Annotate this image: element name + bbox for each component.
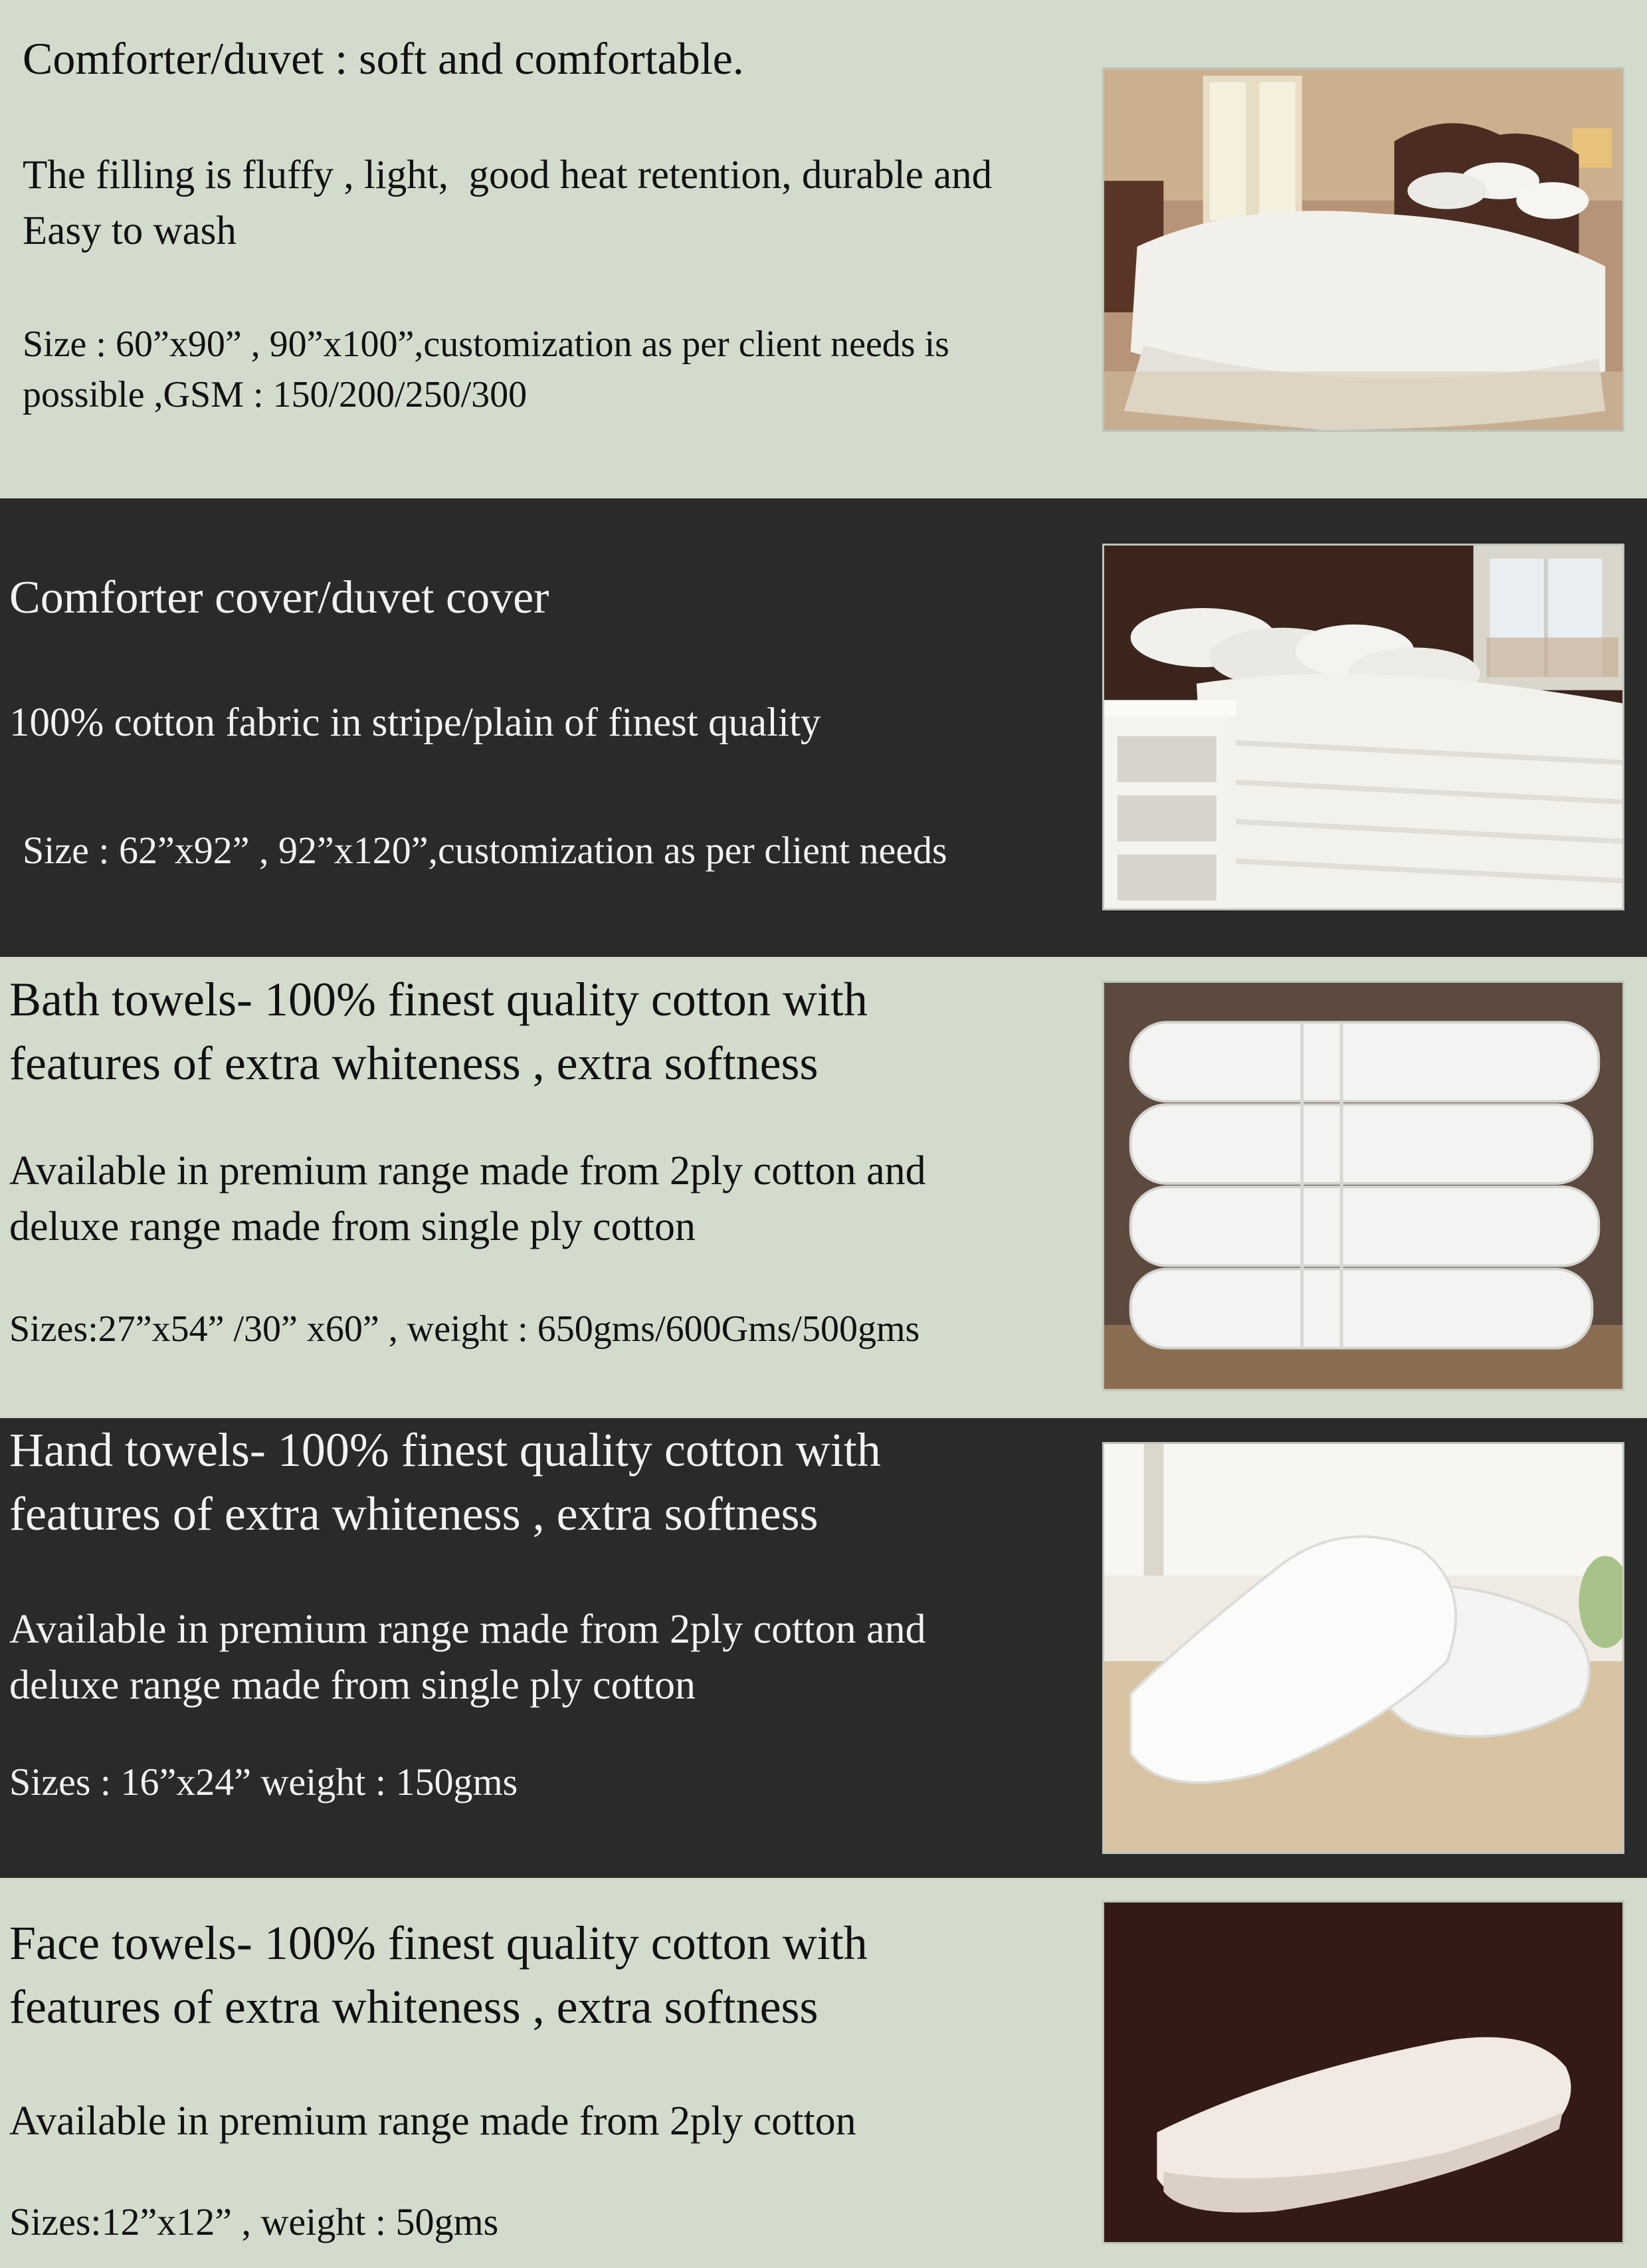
rolled-hand-towels-photo [1102,1442,1624,1854]
section-title: Comforter cover/duvet cover [9,572,549,623]
section-description: The filling is fluffy , light, good heat retention, durable and Easy to wash [23,153,993,253]
section-face-towels [0,1878,1647,2268]
section-bath-towels [0,957,1647,1418]
section-description: Available in premium range made from 2ply cotton [9,2099,856,2144]
section-title: Face towels- 100% finest quality cotton with features of extra whiteness , extra softness [9,1916,868,2033]
section-description: Available in premium range made from 2ply cotton and deluxe range made from single ply cotton [9,1148,926,1249]
section-size: Size : 62”x92” , 92”x120”,customization as per client needs [23,829,947,872]
section-size: Sizes:12”x12” , weight : 50gms [9,2200,499,2243]
section-duvet-cover [0,498,1647,957]
duvet-cover-bedroom-photo [1102,544,1624,910]
folded-face-towel-photo [1102,1901,1624,2244]
section-size: Sizes:27”x54” /30” x60” , weight : 650gms/600Gms/500gms [9,1308,920,1350]
duvet-bedroom-photo [1102,67,1624,432]
stacked-bath-towels-photo [1102,981,1624,1391]
section-size: Sizes : 16”x24” weight : 150gms [9,1760,518,1804]
section-title: Comforter/duvet : soft and comfortable. [23,33,744,84]
section-comforter-duvet [0,0,1647,498]
section-hand-towels [0,1418,1647,1878]
section-description: Available in premium range made from 2ply cotton and deluxe range made from single ply cotton [9,1607,926,1708]
section-description: 100% cotton fabric in stripe/plain of finest quality [9,700,821,745]
section-size: Size : 60”x90” , 90”x100”,customization as per client needs is possible ,GSM : 150/200/250/300 [23,324,949,415]
section-title: Hand towels- 100% finest quality cotton with features of extra whiteness , extra softness [9,1423,881,1540]
section-title: Bath towels- 100% finest quality cotton with features of extra whiteness , extra softness [9,973,868,1090]
